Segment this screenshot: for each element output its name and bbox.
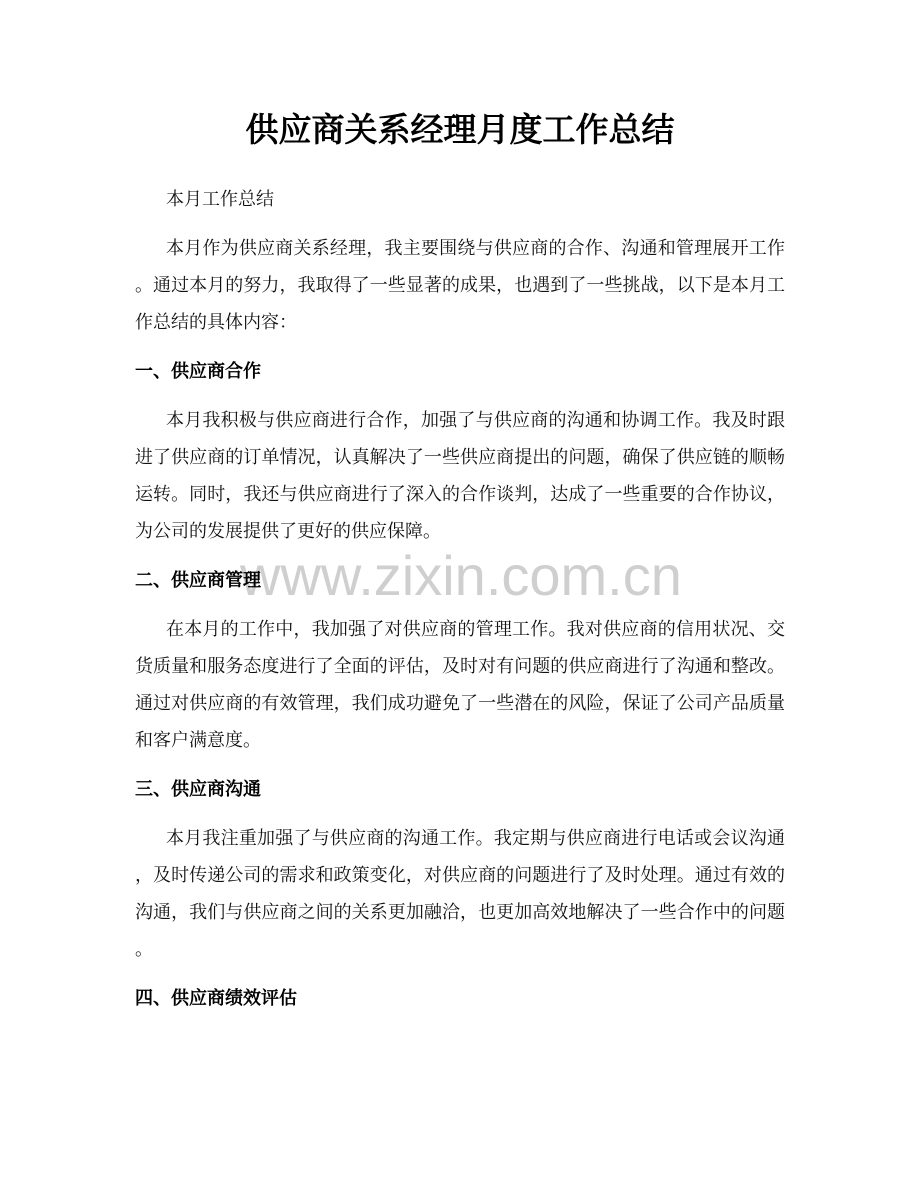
section-heading-communication: 三、供应商沟通 xyxy=(135,779,261,800)
paragraph-line: 沟通，我们与供应商之间的关系更加融洽，也更加高效地解决了一些合作中的问题 xyxy=(135,902,785,923)
section-heading-cooperation: 一、供应商合作 xyxy=(135,361,261,382)
paragraph-line: 运转。同时，我还与供应商进行了深入的合作谈判，达成了一些重要的合作协议， xyxy=(135,484,785,505)
paragraph-line: 。 xyxy=(135,939,153,960)
paragraph-line: 在本月的工作中，我加强了对供应商的管理工作。我对供应商的信用状况、交 xyxy=(166,619,785,640)
paragraph-line: 货质量和服务态度进行了全面的评估，及时对有问题的供应商进行了沟通和整改。 xyxy=(135,656,785,677)
paragraph-line: 通过对供应商的有效管理，我们成功避免了一些潜在的风险，保证了公司产品质量 xyxy=(135,693,785,714)
paragraph-line: 和客户满意度。 xyxy=(135,730,261,751)
paragraph-line: 本月我注重加强了与供应商的沟通工作。我定期与供应商进行电话或会议沟通 xyxy=(166,828,785,849)
paragraph-line: 。通过本月的努力，我取得了一些显著的成果，也遇到了一些挑战，以下是本月工 xyxy=(135,275,785,296)
summary-label: 本月工作总结 xyxy=(166,189,274,210)
document-title: 供应商关系经理月度工作总结 xyxy=(245,110,675,149)
watermark: www.zixin.com.cn xyxy=(240,544,682,607)
paragraph-line: 作总结的具体内容： xyxy=(135,312,297,333)
document-body xyxy=(135,110,785,1029)
section-heading-performance: 四、供应商绩效评估 xyxy=(135,988,297,1009)
section-paragraph-communication xyxy=(135,820,785,968)
section-paragraph-management xyxy=(135,611,785,759)
intro-paragraph xyxy=(135,230,785,341)
paragraph-line: 本月作为供应商关系经理，我主要围绕与供应商的合作、沟通和管理展开工作 xyxy=(166,238,785,259)
section-paragraph-cooperation xyxy=(135,402,785,550)
summary-label-block xyxy=(135,181,785,218)
section-heading-management: 二、供应商管理 xyxy=(135,570,261,591)
paragraph-line: ，及时传递公司的需求和政策变化，对供应商的问题进行了及时处理。通过有效的 xyxy=(135,865,785,886)
paragraph-line: 为公司的发展提供了更好的供应保障。 xyxy=(135,521,441,542)
paragraph-line: 进了供应商的订单情况，认真解决了一些供应商提出的问题，确保了供应链的顺畅 xyxy=(135,447,785,468)
paragraph-line: 本月我积极与供应商进行合作，加强了与供应商的沟通和协调工作。我及时跟 xyxy=(166,410,785,431)
